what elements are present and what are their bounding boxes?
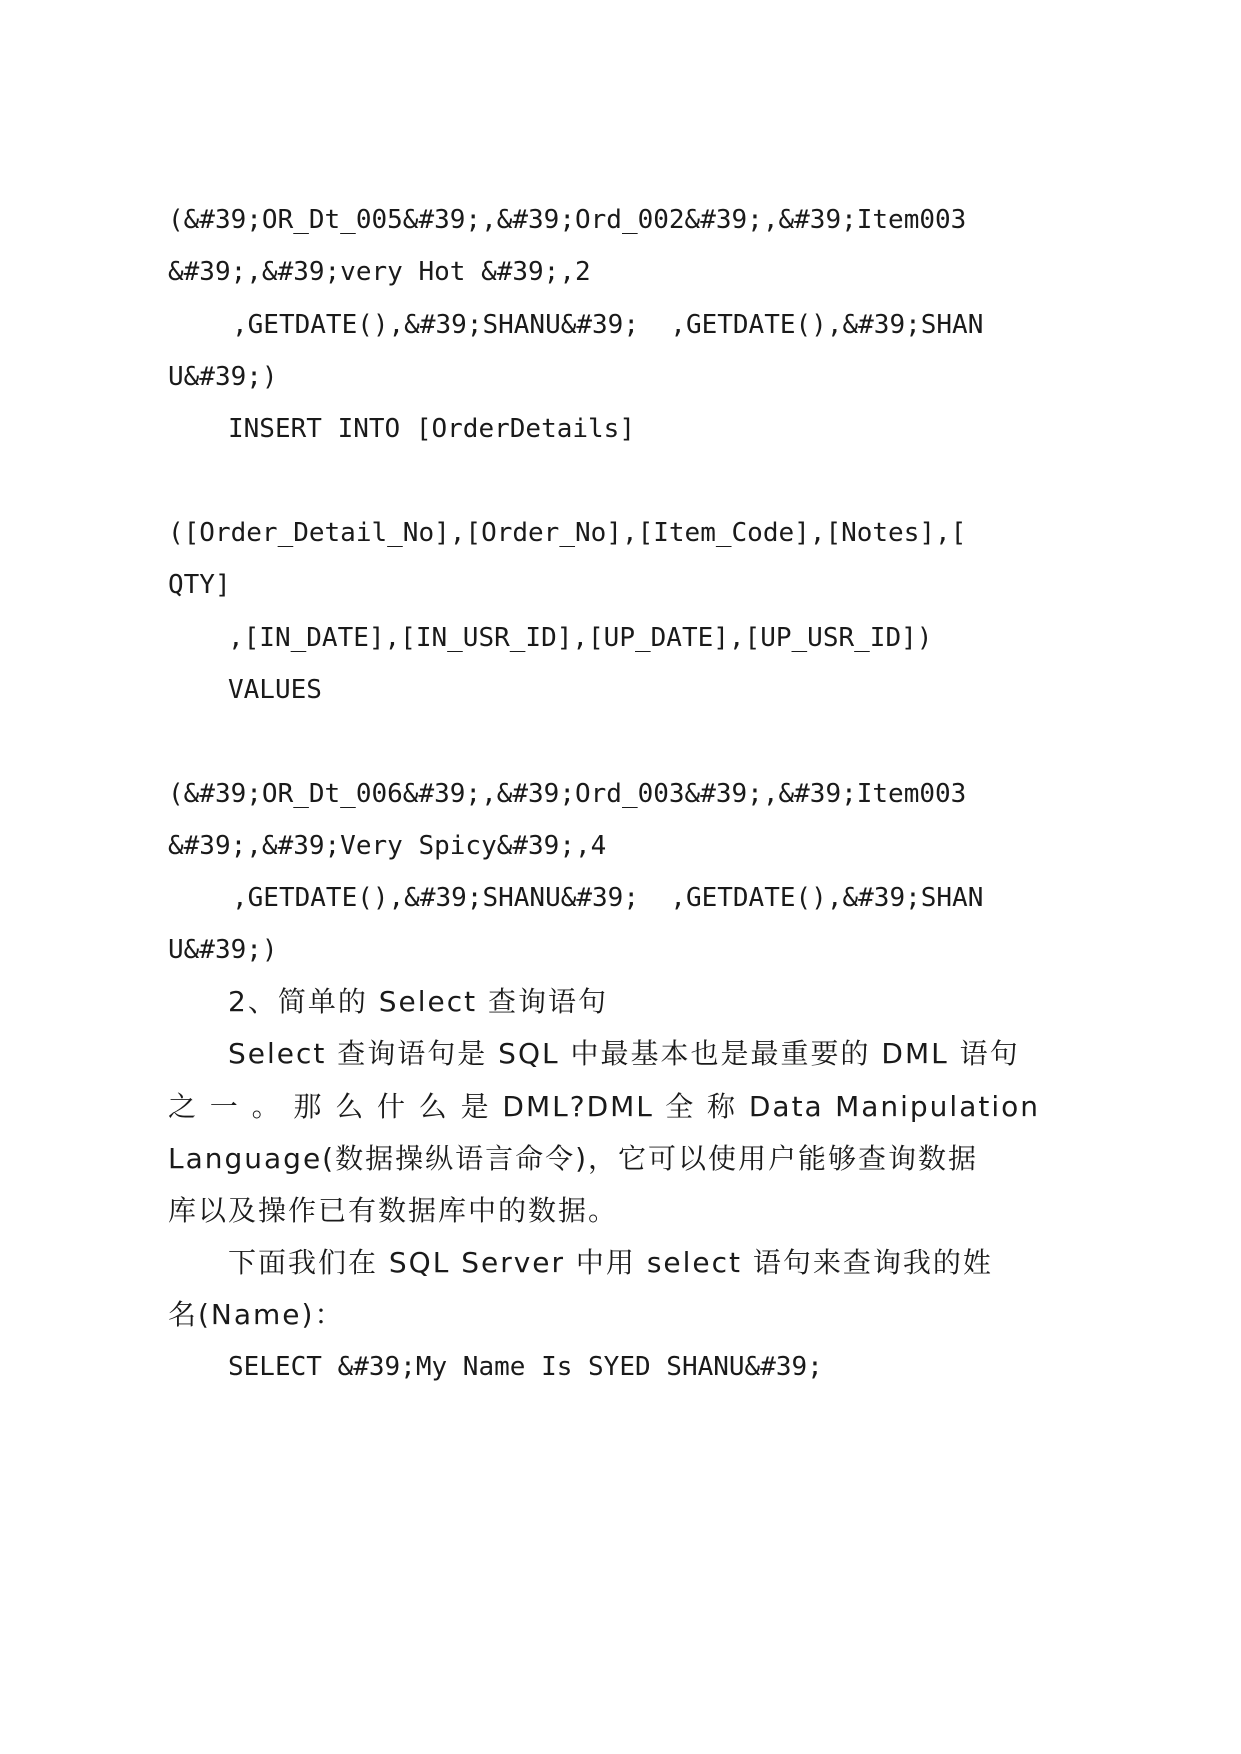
code-line: ([Order_Detail_No],[Order_No],[Item_Code],[Notes],[ [168, 518, 967, 548]
code-line: SELECT &#39;My Name Is SYED SHANU&#39; [228, 1352, 823, 1382]
code-line: (&#39;OR_Dt_006&#39;,&#39;Ord_003&#39;,&#39;Item003 [168, 779, 967, 809]
paragraph-line: Language(数据操纵语言命令)，它可以使用户能够查询数据 [168, 1142, 979, 1175]
code-line: ,GETDATE(),&#39;SHANU&#39; ,GETDATE(),&#39;SHAN [232, 310, 984, 340]
code-line: &#39;,&#39;Very Spicy&#39;,4 [168, 831, 607, 861]
code-line: ,GETDATE(),&#39;SHANU&#39; ,GETDATE(),&#39;SHAN [232, 883, 984, 913]
paragraph-line: Select 查询语句是 SQL 中最基本也是最重要的 DML 语句 [228, 1037, 1020, 1070]
paragraph-line: 之 一 。 那 么 什 么 是 DML?DML 全 称 Data Manipulation [168, 1090, 1040, 1123]
code-line: U&#39;) [168, 935, 278, 965]
paragraph-line: 下面我们在 SQL Server 中用 select 语句来查询我的姓 [228, 1246, 993, 1279]
paragraph-line: 库以及操作已有数据库中的数据。 [168, 1194, 619, 1227]
paragraph-line: 名(Name)： [168, 1298, 345, 1331]
code-line: &#39;,&#39;very Hot &#39;,2 [168, 257, 591, 287]
code-line: U&#39;) [168, 362, 278, 392]
code-line: VALUES [228, 675, 322, 705]
section-heading: 2、简单的 Select 查询语句 [228, 985, 608, 1018]
code-line: QTY] [168, 570, 231, 600]
code-line: (&#39;OR_Dt_005&#39;,&#39;Ord_002&#39;,&#39;Item003 [168, 205, 967, 235]
code-line: INSERT INTO [OrderDetails] [228, 414, 635, 444]
code-line: ,[IN_DATE],[IN_USR_ID],[UP_DATE],[UP_USR_ID]) [228, 623, 933, 653]
